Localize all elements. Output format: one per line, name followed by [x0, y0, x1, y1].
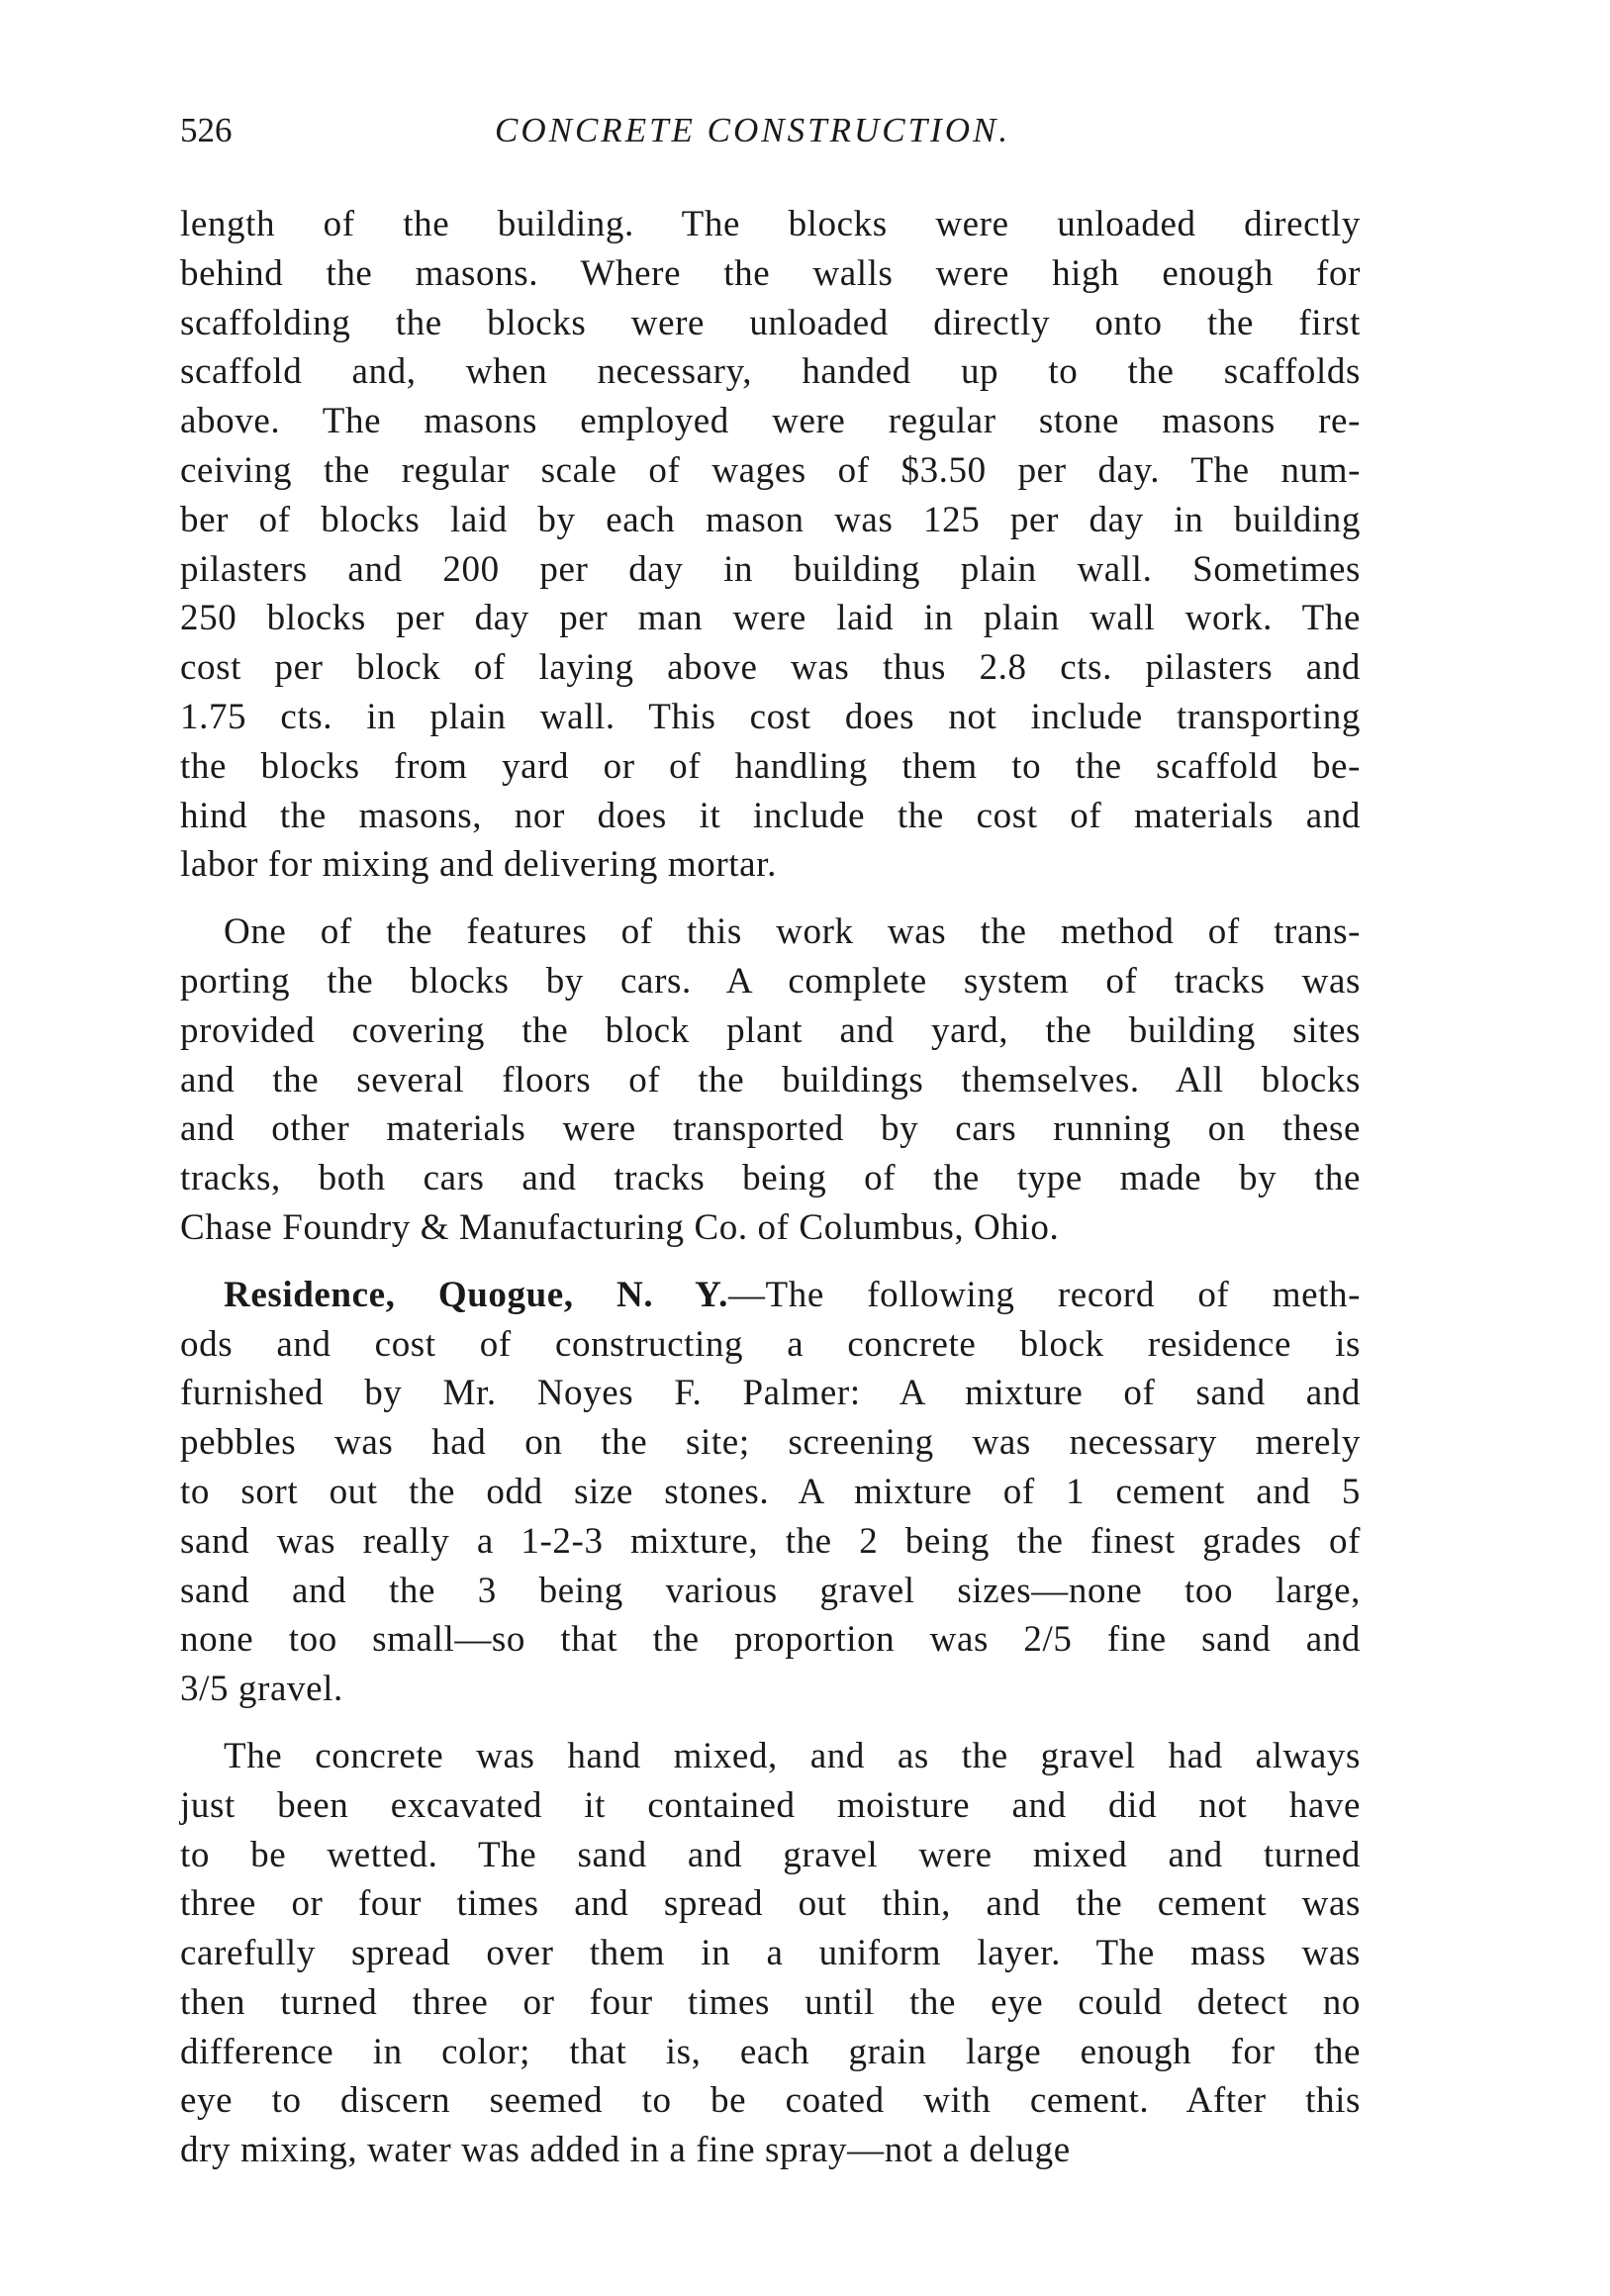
text-line — [180, 545, 1361, 595]
line-text: pebbles was had on the site; screening was necessary merely — [180, 1422, 1361, 1464]
line-text: 1.75 cts. in plain wall. This cost does not include transporting — [180, 696, 1361, 737]
page-number: 526 — [180, 111, 233, 149]
section-heading: Residence, Quogue, N. Y. — [224, 1274, 728, 1315]
line-text: none too small—so that the proportion was 2/5 fine sand and — [180, 1619, 1361, 1661]
text-line — [180, 1369, 1361, 1418]
line-text: dry mixing, water was added in a fine spray—not a deluge — [180, 2130, 1071, 2171]
text-line — [180, 840, 1361, 890]
line-text: carefully spread over them in a uniform layer. The mass was — [180, 1933, 1361, 1974]
text-line — [180, 496, 1361, 545]
line-text: eye to discern seemed to be coated with cement. After this — [180, 2080, 1361, 2122]
text-line — [180, 1203, 1361, 1253]
line-text: then turned three or four times until the eye could detect no — [180, 1981, 1361, 2023]
text-line — [180, 446, 1361, 496]
line-text: three or four times and spread out thin, and the cement was — [180, 1883, 1361, 1925]
text-line — [180, 1879, 1361, 1929]
page-body — [180, 200, 1361, 2193]
text-line — [180, 1567, 1361, 1616]
line-text: One of the features of this work was the method of trans- — [224, 911, 1361, 953]
text-line — [180, 1056, 1361, 1105]
text-line — [180, 742, 1361, 792]
line-text: behind the masons. Where the walls were high enough for — [180, 252, 1361, 294]
text-line — [180, 1104, 1361, 1154]
text-line — [180, 1615, 1361, 1665]
line-text: sand was really a 1-2-3 mixture, the 2 being the finest grades of — [180, 1520, 1361, 1562]
line-text: 3/5 gravel. — [180, 1669, 343, 1710]
text-line — [180, 1929, 1361, 1978]
line-text: and other materials were transported by cars running on these — [180, 1108, 1361, 1150]
line-text: —The following record of meth- — [727, 1274, 1361, 1315]
running-header — [180, 111, 1361, 160]
line-text: Chase Foundry & Manufacturing Co. of Columbus, Ohio. — [180, 1206, 1060, 1248]
line-text: above. The masons employed were regular stone masons re- — [180, 401, 1361, 442]
line-text: length of the building. The blocks were unloaded directly — [180, 204, 1361, 244]
text-line — [180, 2126, 1361, 2175]
line-text: the blocks from yard or of handling them to the scaffold be- — [180, 745, 1361, 787]
line-text: ceiving the regular scale of wages of $3.50 per day. The num- — [180, 449, 1361, 491]
text-line — [180, 1320, 1361, 1370]
line-text: to be wetted. The sand and gravel were mixed and turned — [180, 1834, 1361, 1875]
line-text: to sort out the odd size stones. A mixture of 1 cement and 5 — [180, 1471, 1361, 1512]
text-line — [180, 594, 1361, 643]
line-text: pilasters and 200 per day in building plain wall. Sometimes — [180, 548, 1361, 590]
text-line — [180, 1978, 1361, 2028]
text-line — [180, 1831, 1361, 1880]
line-text: cost per block of laying above was thus 2.8 cts. pilasters and — [180, 647, 1361, 689]
text-line — [180, 2028, 1361, 2077]
text-line — [180, 1468, 1361, 1517]
text-line — [180, 397, 1361, 446]
paragraph — [180, 1271, 1361, 1714]
text-line — [180, 249, 1361, 299]
line-text: scaffolding the blocks were unloaded directly onto the first — [180, 302, 1361, 343]
line-text: The concrete was hand mixed, and as the gravel had always — [224, 1735, 1361, 1776]
text-line — [180, 200, 1361, 249]
line-text: labor for mixing and delivering mortar. — [180, 844, 777, 886]
line-text: furnished by Mr. Noyes F. Palmer: A mixture of sand and — [180, 1373, 1361, 1414]
line-text: difference in color; that is, each grain large enough for the — [180, 2031, 1361, 2072]
text-line — [180, 2076, 1361, 2126]
text-line — [180, 1271, 1361, 1320]
text-line — [180, 693, 1361, 742]
text-line — [180, 908, 1361, 957]
line-text: ods and cost of constructing a concrete block residence is — [180, 1323, 1361, 1365]
line-text: ber of blocks laid by each mason was 125 per day in building — [180, 499, 1361, 540]
paragraph — [180, 908, 1361, 1253]
paragraph — [180, 1732, 1361, 2175]
line-text: sand and the 3 being various gravel sizes—none too large, — [180, 1570, 1361, 1611]
text-line — [180, 643, 1361, 693]
line-text: provided covering the block plant and yard, the building sites — [180, 1009, 1361, 1051]
text-line — [180, 957, 1361, 1006]
text-line — [180, 1517, 1361, 1567]
text-line — [180, 1154, 1361, 1203]
text-line — [180, 1781, 1361, 1831]
line-text: tracks, both cars and tracks being of the type made by the — [180, 1158, 1361, 1199]
line-text: hind the masons, nor does it include the cost of materials and — [180, 795, 1361, 836]
text-line — [180, 792, 1361, 841]
line-text: scaffold and, when necessary, handed up to the scaffolds — [180, 351, 1361, 393]
line-text: and the several floors of the buildings themselves. All blocks — [180, 1059, 1361, 1100]
line-text: just been excavated it contained moisture and did not have — [180, 1784, 1361, 1826]
text-line — [180, 1665, 1361, 1714]
line-text: 250 blocks per day per man were laid in plain wall work. The — [180, 598, 1361, 639]
text-line — [180, 1418, 1361, 1468]
paragraph — [180, 200, 1361, 890]
running-title: CONCRETE CONSTRUCTION. — [495, 111, 1011, 149]
text-line — [180, 1006, 1361, 1056]
text-line — [180, 347, 1361, 397]
line-text: porting the blocks by cars. A complete system of tracks was — [180, 960, 1361, 1002]
text-line — [180, 1732, 1361, 1781]
text-line — [180, 299, 1361, 348]
